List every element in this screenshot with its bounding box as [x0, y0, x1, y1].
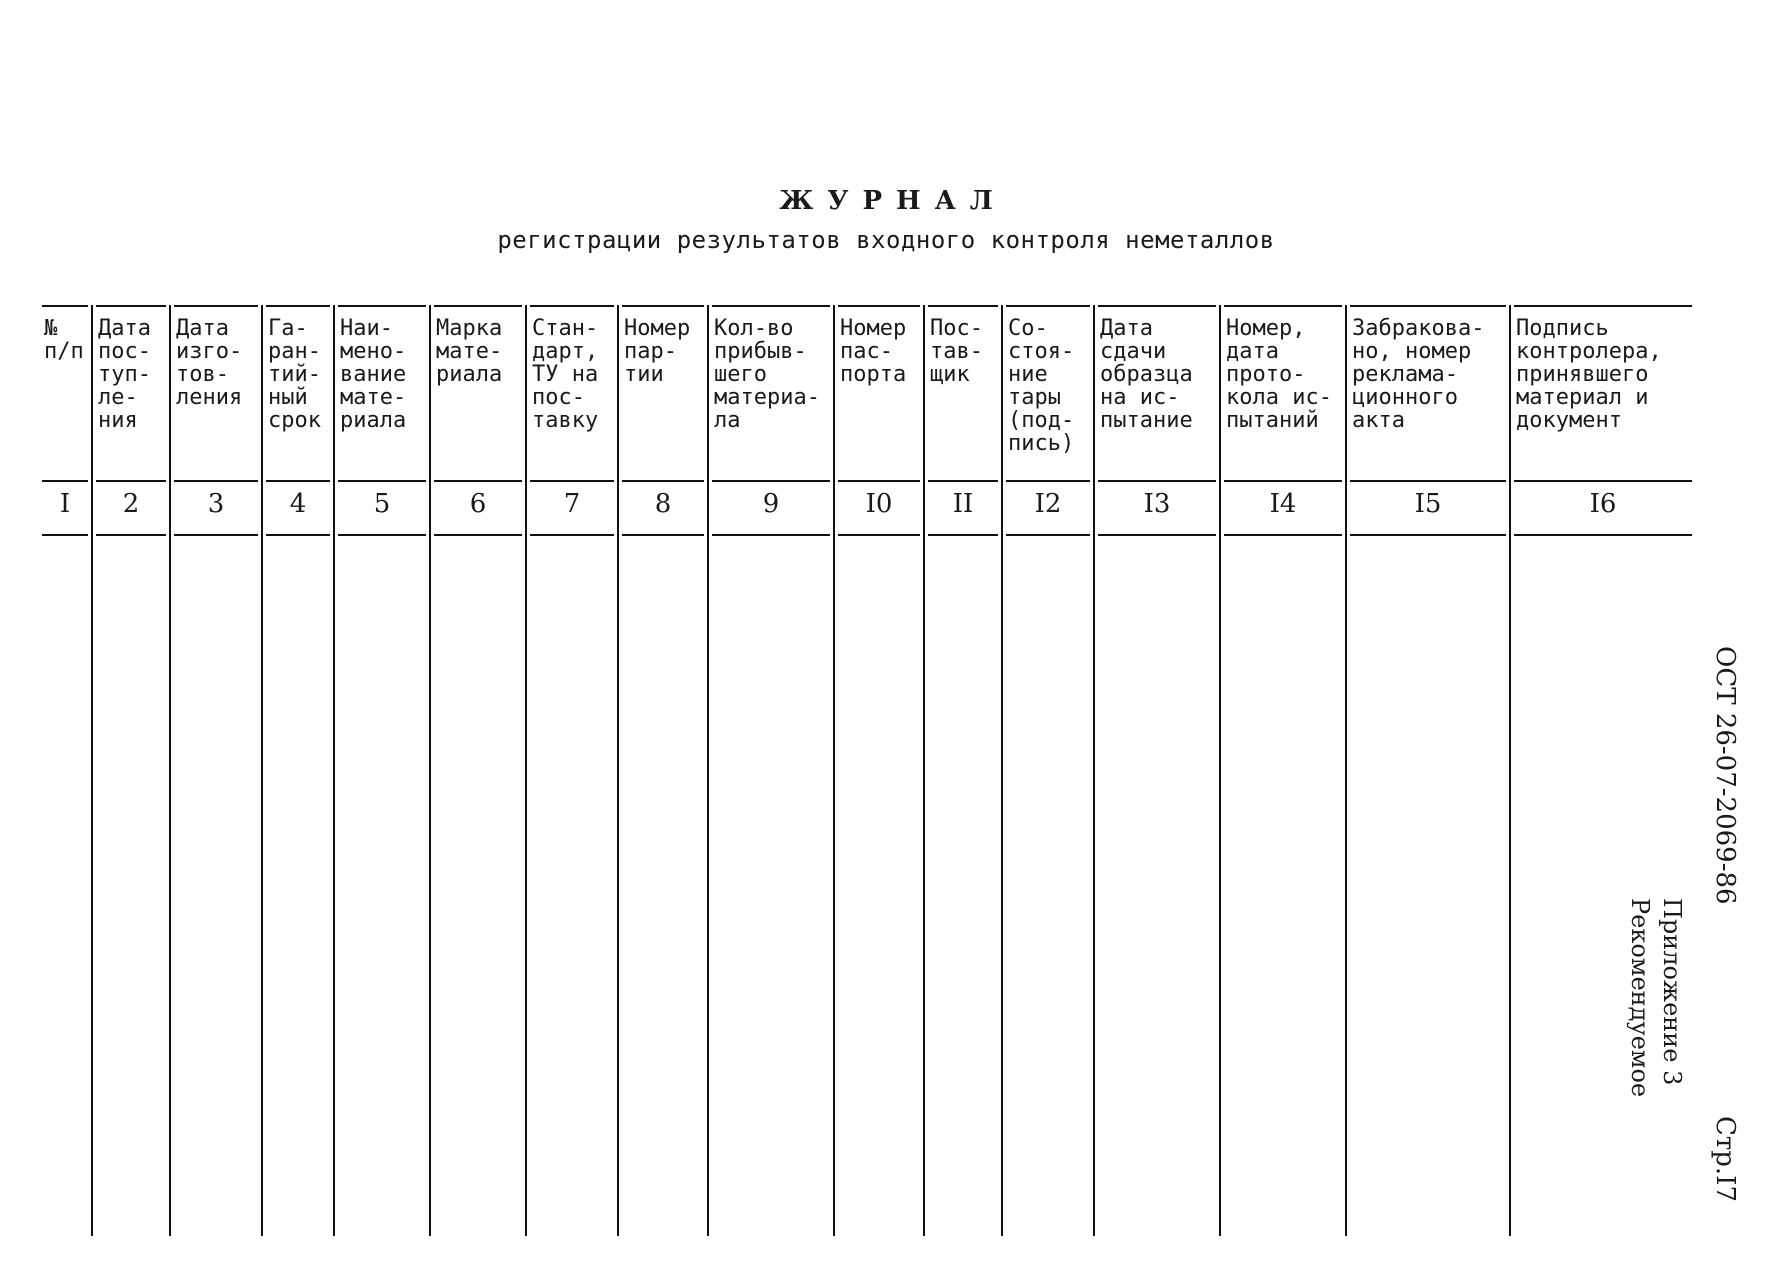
column-rule — [91, 305, 93, 1236]
column-number: 8 — [654, 489, 672, 519]
header-bottom-rule — [338, 480, 426, 482]
header-top-rule — [838, 305, 920, 307]
column-number: I5 — [1414, 489, 1442, 519]
header-bottom-rule — [530, 480, 614, 482]
column-header: Номер пас- порта — [840, 316, 907, 387]
column-header: Дата изго- тов- ления — [176, 316, 243, 410]
header-bottom-rule — [1514, 480, 1692, 482]
header-top-rule — [928, 305, 998, 307]
column-rule — [617, 305, 619, 1236]
column-number: 5 — [373, 489, 391, 519]
number-row-rule — [96, 534, 166, 536]
column-rule — [429, 305, 431, 1236]
column-rule — [1219, 305, 1221, 1236]
column-rule — [833, 305, 835, 1236]
number-row-rule — [266, 534, 330, 536]
number-row-rule — [434, 534, 522, 536]
column-number: I4 — [1269, 489, 1297, 519]
header-top-rule — [434, 305, 522, 307]
column-rule — [1093, 305, 1095, 1236]
column-rule — [261, 305, 263, 1236]
journal-subtitle: регистрации результатов входного контроля неметаллов — [497, 226, 1275, 254]
column-number: 6 — [469, 489, 487, 519]
number-row-rule — [1224, 534, 1342, 536]
column-number: 4 — [289, 489, 307, 519]
header-bottom-rule — [928, 480, 998, 482]
appendix-label — [1624, 898, 1688, 1097]
header-top-rule — [42, 305, 88, 307]
number-row-rule — [928, 534, 998, 536]
column-number: 2 — [122, 489, 140, 519]
column-rule — [1001, 305, 1003, 1236]
column-header: Га- ран- тий- ный срок — [268, 316, 321, 433]
header-bottom-rule — [42, 480, 88, 482]
appendix-number: Приложение 3 — [1658, 898, 1686, 1086]
column-header: Номер, дата прото- кола ис- пытаний — [1226, 316, 1332, 433]
header-top-rule — [174, 305, 258, 307]
header-top-rule — [338, 305, 426, 307]
header-bottom-rule — [434, 480, 522, 482]
number-row-rule — [712, 534, 830, 536]
header-top-rule — [530, 305, 614, 307]
column-header: № п/п — [44, 316, 84, 364]
header-bottom-rule — [266, 480, 330, 482]
column-header: Стан- дарт, ТУ на пос- тавку — [532, 316, 599, 433]
column-rule — [1509, 305, 1511, 1236]
number-row-rule — [338, 534, 426, 536]
header-bottom-rule — [622, 480, 704, 482]
header-bottom-rule — [1224, 480, 1342, 482]
header-top-rule — [1006, 305, 1090, 307]
number-row-rule — [1006, 534, 1090, 536]
header-top-rule — [96, 305, 166, 307]
header-bottom-rule — [712, 480, 830, 482]
standard-designation: ОСТ 26-07-2069-86 — [1710, 646, 1740, 905]
column-number: I6 — [1589, 489, 1617, 519]
column-number: II — [952, 489, 974, 519]
column-number: I3 — [1143, 489, 1171, 519]
column-header: Марка мате- риала — [436, 316, 503, 387]
header-bottom-rule — [1350, 480, 1506, 482]
number-row-rule — [530, 534, 614, 536]
header-top-rule — [266, 305, 330, 307]
header-top-rule — [1514, 305, 1692, 307]
header-bottom-rule — [838, 480, 920, 482]
column-header: Со- стоя- ние тары (под- пись) — [1008, 316, 1075, 456]
column-number: I2 — [1034, 489, 1062, 519]
header-bottom-rule — [1098, 480, 1216, 482]
column-number: 9 — [762, 489, 780, 519]
column-number: 3 — [207, 489, 225, 519]
column-rule — [169, 305, 171, 1236]
appendix-status: Рекомендуемое — [1626, 898, 1654, 1098]
number-row-rule — [1514, 534, 1692, 536]
column-rule — [1345, 305, 1347, 1236]
column-header: Подпись контролера, принявшего материал и документ — [1516, 316, 1662, 433]
column-header: Дата пос- туп- ле- ния — [98, 316, 151, 433]
journal-title: ЖУРНАЛ — [779, 186, 1007, 216]
number-row-rule — [622, 534, 704, 536]
column-number: I — [59, 489, 71, 519]
header-bottom-rule — [174, 480, 258, 482]
column-header: Забракова- но, номер реклама- ционного акта — [1352, 316, 1485, 433]
column-header: Наи- мено- вание мате- риала — [340, 316, 407, 433]
header-top-rule — [1224, 305, 1342, 307]
column-header: Кол-во прибыв- шего материа- ла — [714, 316, 820, 433]
column-header: Пос- тав- щик — [930, 316, 983, 387]
column-rule — [333, 305, 335, 1236]
page-number: Стр.I7 — [1710, 1116, 1740, 1202]
header-top-rule — [712, 305, 830, 307]
column-number: 7 — [563, 489, 581, 519]
header-top-rule — [622, 305, 704, 307]
header-bottom-rule — [1006, 480, 1090, 482]
column-rule — [923, 305, 925, 1236]
header-top-rule — [1098, 305, 1216, 307]
number-row-rule — [174, 534, 258, 536]
header-top-rule — [1350, 305, 1506, 307]
number-row-rule — [838, 534, 920, 536]
column-rule — [525, 305, 527, 1236]
header-bottom-rule — [96, 480, 166, 482]
column-rule — [707, 305, 709, 1236]
column-number: I0 — [865, 489, 893, 519]
number-row-rule — [1350, 534, 1506, 536]
number-row-rule — [42, 534, 88, 536]
column-header: Номер пар- тии — [624, 316, 691, 387]
number-row-rule — [1098, 534, 1216, 536]
column-header: Дата сдачи образца на ис- пытание — [1100, 316, 1193, 433]
